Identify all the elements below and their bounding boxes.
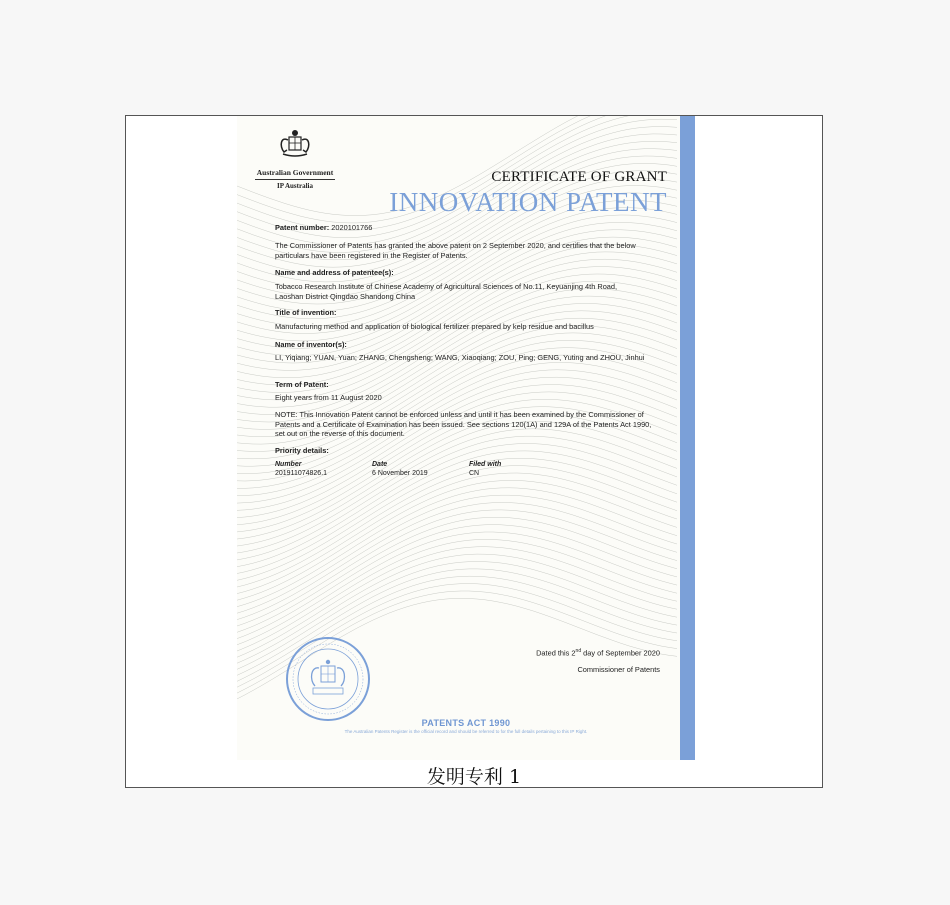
- government-name: Australian Government: [256, 168, 334, 177]
- title-label: Title of invention:: [275, 308, 337, 317]
- dated-prefix: Dated this 2: [536, 648, 576, 658]
- invention-title: Manufacturing method and application of biological fertilizer prepared by kelp residue and bacillus: [275, 322, 594, 331]
- patentee-label: Name and address of patentee(s):: [275, 268, 394, 277]
- patents-act: PATENTS ACT 1990: [421, 718, 511, 728]
- document-caption: 发明专利 1: [426, 766, 522, 788]
- coat-of-arms-icon: [275, 128, 315, 162]
- dated-suffix: day of September 2020: [581, 648, 660, 658]
- priority-number: 201911074826.1: [275, 470, 328, 477]
- patent-number-row: [275, 223, 372, 233]
- grant-statement: The Commissioner of Patents has granted the above patent on 2 September 2020, and certifies that the below particulars have been registered in the Register of Patents.: [275, 241, 636, 260]
- wave-line: [237, 466, 677, 587]
- priority-header-number: Number: [275, 461, 302, 468]
- priority-date: 6 November 2019: [372, 470, 428, 477]
- inventors: LI, Yiqiang; YUAN, Yuan; ZHANG, Chengsheng; WANG, Xiaoqiang; ZOU, Ping; GENG, Yuting and ZHOU, Jinhui: [275, 353, 645, 362]
- logo-divider: [255, 179, 335, 180]
- accent-bar: [680, 116, 695, 760]
- priority-header-date: Date: [372, 461, 388, 468]
- certificate: [237, 116, 695, 760]
- priority-date-column: [372, 460, 428, 478]
- register-note: The Australian Patents Register is the official record and should be referred to for the full details pertaining to this IP Right.: [344, 729, 588, 734]
- priority-number-column: [275, 460, 327, 478]
- patent-number: 2020101766: [331, 223, 373, 232]
- wave-line: [237, 517, 677, 632]
- patentee: Tobacco Research Institute of Chinese Academy of Agricultural Sciences of No.11, Keyuanjing 4th Road, Laoshan District Qingdao Shandong China: [275, 282, 618, 301]
- patent-office-seal-icon: [285, 636, 371, 722]
- government-logo: [255, 128, 335, 190]
- wave-line: [237, 480, 677, 600]
- term: Eight years from 11 August 2020: [275, 393, 382, 402]
- wave-line: [237, 473, 677, 594]
- certificate-heading: CERTIFICATE OF GRANT: [491, 169, 667, 185]
- agency-name: IP Australia: [277, 182, 313, 190]
- patent-number-label: Patent number:: [275, 223, 330, 232]
- signatory: Commissioner of Patents: [577, 665, 660, 674]
- term-label: Term of Patent:: [275, 380, 329, 389]
- enforcement-notice: NOTE: This Innovation Patent cannot be enforced unless and until it has been examined by the Commissioner of Patents and a Certificate of Examination has been issued. See sections 120(1A) and 129A of the Patents Act 1990, set out on the reverse of this document.: [275, 410, 652, 439]
- priority-header-filed: Filed with: [469, 461, 502, 468]
- wave-line: [237, 510, 677, 626]
- certificate-subheading: INNOVATION PATENT: [389, 187, 667, 217]
- inventors-label: Name of inventor(s):: [275, 340, 347, 349]
- wave-line: [237, 539, 677, 651]
- priority-filed: CN: [469, 470, 480, 477]
- dated-line: [536, 647, 660, 658]
- dated-ordinal: nd: [575, 648, 582, 654]
- priority-label: Priority details:: [275, 446, 329, 455]
- priority-filed-column: [469, 460, 501, 478]
